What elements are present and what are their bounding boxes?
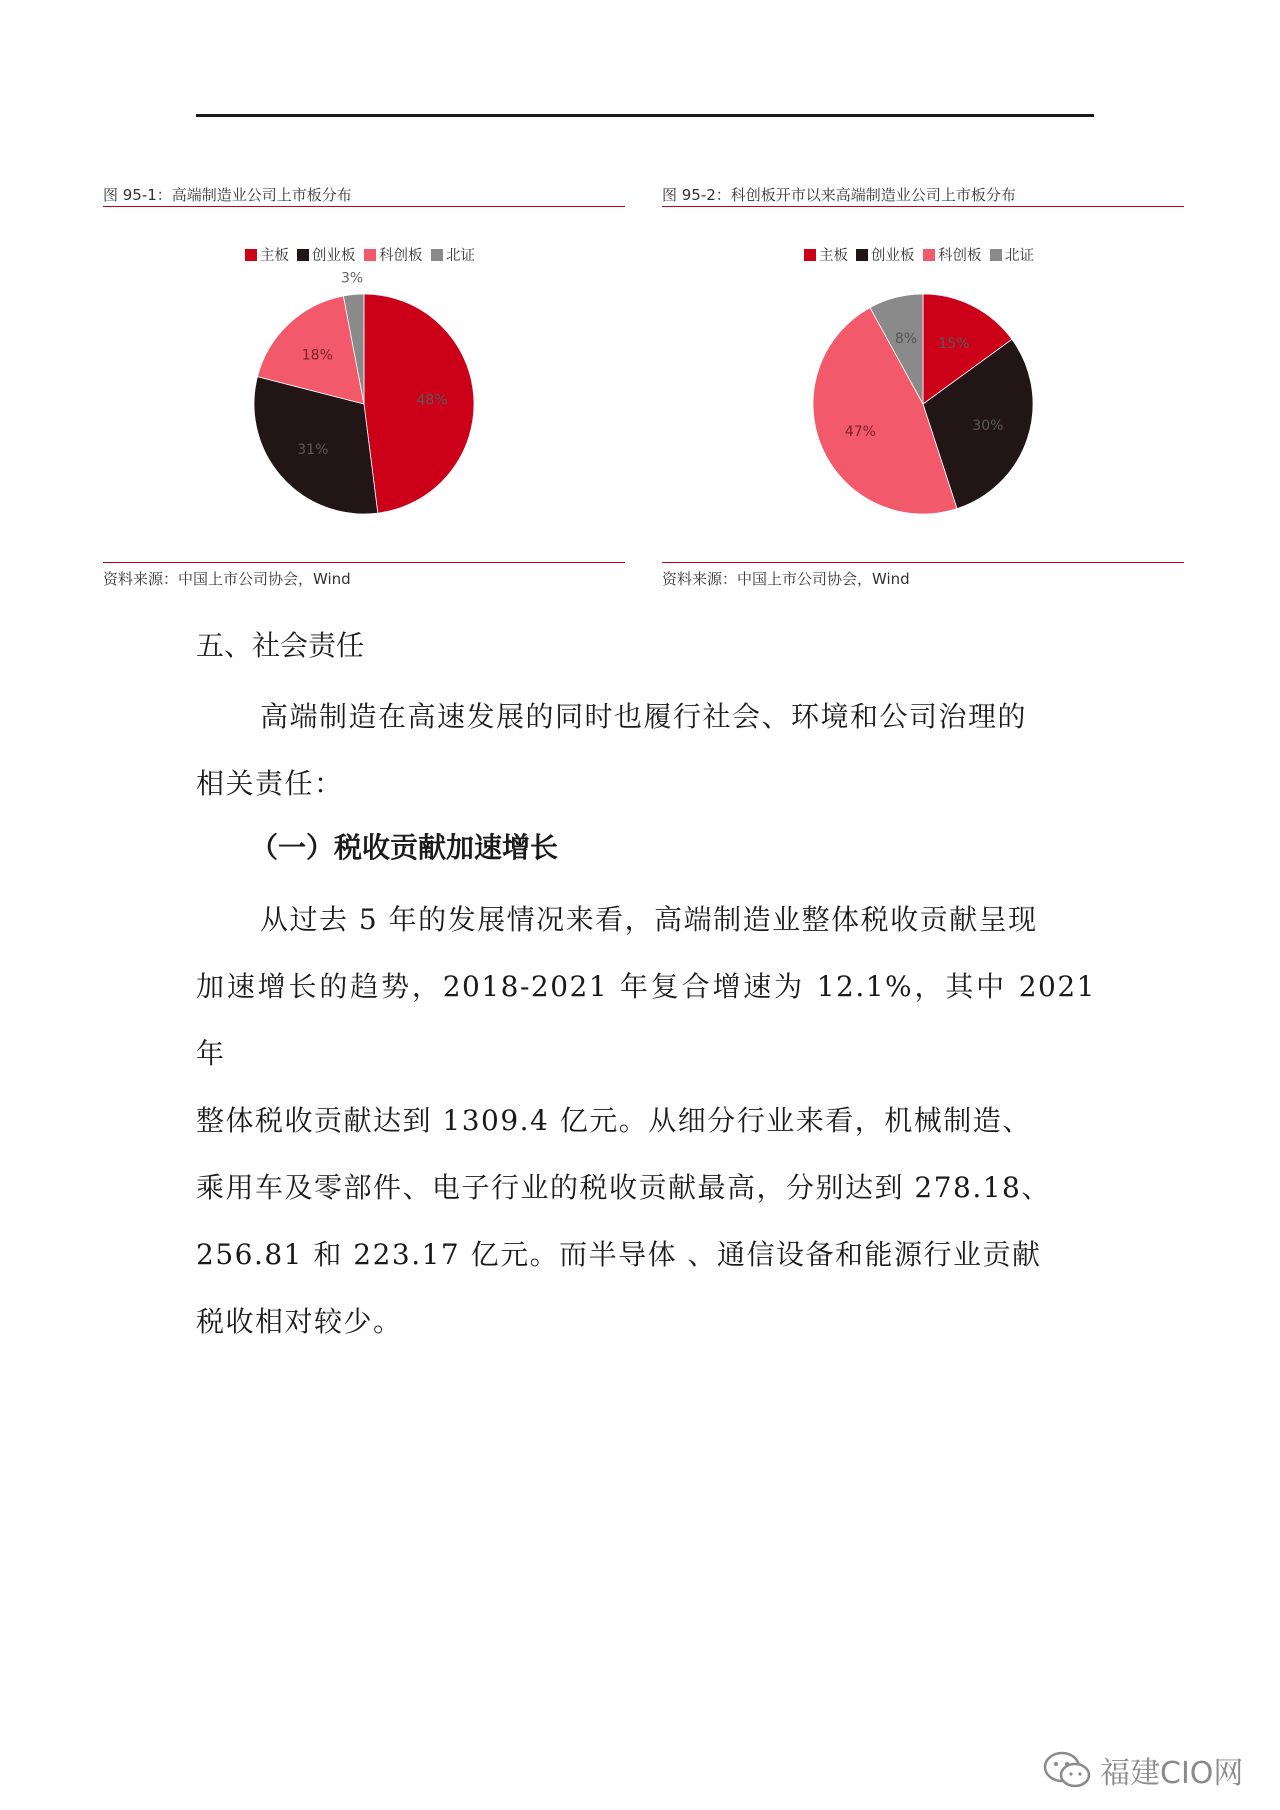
slice-label: 48% — [416, 392, 448, 409]
figure-title: 图 95-2：科创板开市以来高端制造业公司上市板分布 — [662, 186, 1016, 204]
figure-top-rule — [103, 206, 625, 207]
body-line: 从过去 5 年的发展情况来看，高端制造业整体税收贡献呈现 — [260, 903, 1038, 936]
slice-label: 47% — [844, 424, 876, 441]
pie-chart-95-2 — [662, 208, 1184, 560]
body-paragraph — [196, 886, 1096, 1355]
legend-swatch — [364, 249, 376, 261]
legend-label: 创业板 — [871, 248, 915, 264]
figure-95-2 — [662, 180, 1184, 600]
figure-95-1 — [103, 180, 625, 600]
legend-swatch — [856, 249, 868, 261]
body-line: 整体税收贡献达到 1309.4 亿元。从细分行业来看，机械制造、 — [196, 1104, 1032, 1137]
body-line: 乘用车及零部件、电子行业的税收贡献最高，分别达到 278.18、 — [196, 1171, 1051, 1204]
pie-chart-95-1 — [103, 208, 625, 560]
legend-swatch — [431, 249, 443, 261]
slice-label: 30% — [972, 418, 1004, 435]
legend-label: 创业板 — [312, 248, 356, 264]
slice-label: 31% — [297, 442, 329, 459]
slice-label: 18% — [301, 347, 333, 364]
figure-source: 资料来源：中国上市公司协会，Wind — [662, 570, 910, 588]
section-heading: 五、社会责任 — [196, 629, 365, 662]
legend-swatch — [297, 249, 309, 261]
figure-bottom-rule — [662, 562, 1184, 563]
slice-label: 8% — [894, 330, 918, 347]
slice-label: 3% — [340, 270, 364, 287]
body-line: 加速增长的趋势，2018-2021 年复合增速为 12.1%，其中 2021 年 — [196, 970, 1096, 1070]
legend-label: 科创板 — [938, 248, 982, 264]
watermark — [1042, 1748, 1243, 1792]
body-line: 税收相对较少。 — [196, 1305, 403, 1338]
legend-label: 北证 — [1005, 248, 1034, 264]
body-line: 256.81 和 223.17 亿元。而半导体 、通信设备和能源行业贡献 — [196, 1238, 1042, 1271]
intro-line: 高端制造在高速发展的同时也履行社会、环境和公司治理的 — [260, 700, 1028, 733]
intro-line: 相关责任： — [196, 767, 344, 800]
wechat-icon — [1042, 1750, 1094, 1790]
legend-swatch — [804, 249, 816, 261]
legend-swatch — [990, 249, 1002, 261]
legend-label: 科创板 — [379, 248, 423, 264]
subsection-heading: （一）税收贡献加速增长 — [250, 831, 559, 864]
watermark-text: 福建CIO网 — [1100, 1756, 1244, 1791]
legend-label: 主板 — [819, 248, 848, 264]
legend-swatch — [245, 249, 257, 261]
legend-label: 主板 — [260, 248, 289, 264]
intro-paragraph — [196, 683, 1096, 817]
figure-bottom-rule — [103, 562, 625, 563]
figure-title: 图 95-1：高端制造业公司上市板分布 — [103, 186, 352, 204]
figure-top-rule — [662, 206, 1184, 207]
legend-label: 北证 — [446, 248, 475, 264]
header-rule — [196, 114, 1094, 117]
legend-swatch — [923, 249, 935, 261]
slice-label: 15% — [938, 336, 970, 353]
figure-source: 资料来源：中国上市公司协会，Wind — [103, 570, 351, 588]
